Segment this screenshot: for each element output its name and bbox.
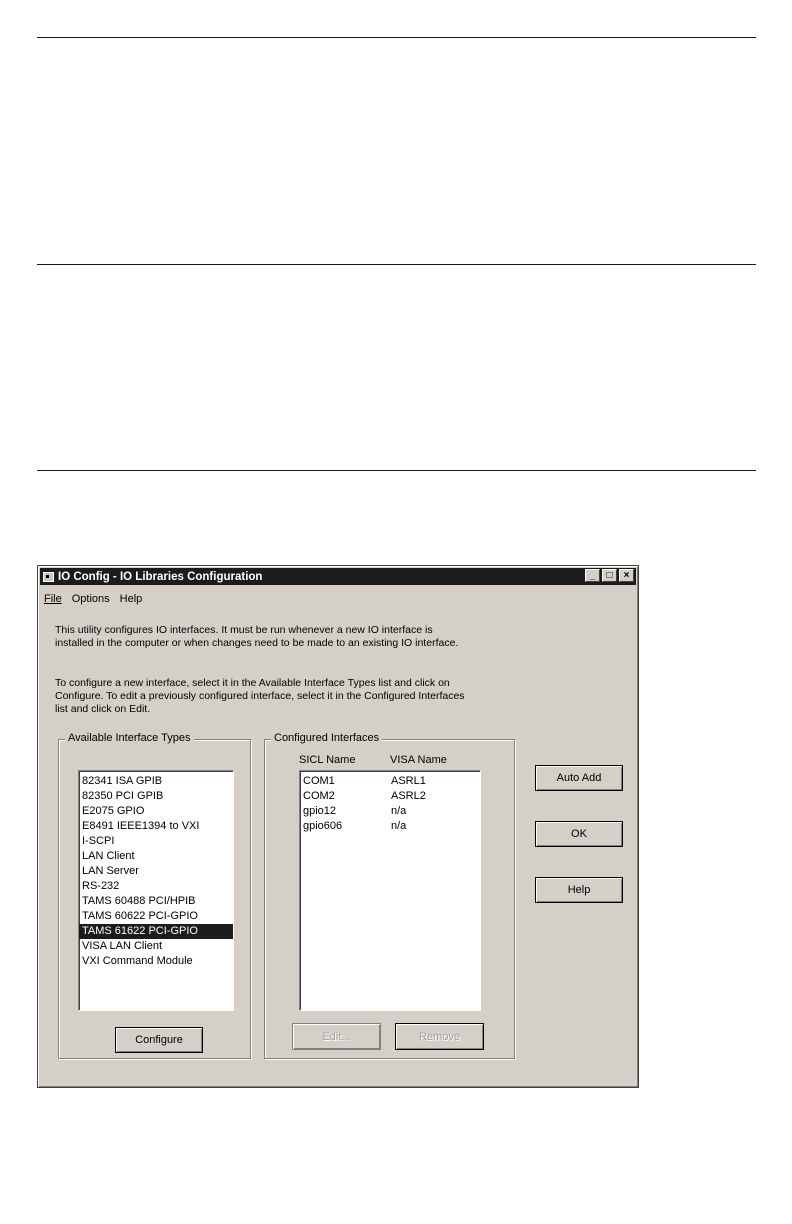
top-rule (37, 37, 756, 38)
instructions-line-3: list and click on Edit. (55, 703, 151, 715)
instructions-line-2: Configure. To edit a previously configured interface, select it in the Configured Interfaces (55, 690, 465, 702)
io-config-window (37, 565, 639, 1088)
instructions-text (55, 677, 555, 716)
sicl-name-header: SICL Name (299, 754, 356, 766)
visa-name-header: VISA Name (390, 754, 447, 766)
configured-interfaces-list[interactable] (299, 770, 481, 1011)
minimize-button[interactable]: _ (585, 569, 600, 582)
intro-text (55, 624, 555, 650)
available-interface-item[interactable]: 82350 PCI GPIB (82, 790, 164, 802)
configured-interfaces-label: Configured Interfaces (271, 732, 382, 744)
configured-interfaces-group (264, 732, 515, 1059)
configured-interface-row[interactable] (300, 789, 480, 804)
available-interface-item[interactable]: TAMS 60622 PCI-GPIO (82, 910, 198, 922)
sicl-name-cell: gpio12 (303, 805, 337, 817)
configured-interface-row[interactable] (300, 819, 480, 834)
maximize-button[interactable]: □ (602, 569, 617, 582)
instructions-line-1: To configure a new interface, select it in the Available Interface Types list and click on (55, 677, 450, 689)
middle-rule (37, 264, 756, 265)
visa-name-cell: ASRL1 (391, 775, 426, 787)
window-title: IO Config - IO Libraries Configuration (58, 570, 263, 583)
visa-name-cell: n/a (391, 805, 407, 817)
menu-options[interactable]: Options (71, 593, 110, 605)
available-interface-item[interactable]: VXI Command Module (82, 955, 193, 967)
title-bar[interactable] (40, 568, 636, 585)
available-interface-item[interactable]: E2075 GPIO (82, 805, 145, 817)
available-interface-item[interactable]: RS-232 (82, 880, 120, 892)
help-button[interactable]: Help (535, 877, 623, 903)
available-interfaces-group (58, 732, 251, 1059)
edit-button[interactable]: Edit... (292, 1023, 381, 1050)
available-interface-item[interactable]: TAMS 61622 PCI-GPIO (79, 924, 233, 939)
menu-bar (44, 593, 142, 605)
sicl-name-cell: COM2 (303, 790, 335, 802)
intro-line-1: This utility configures IO interfaces. It must be run whenever a new IO interface is (55, 624, 433, 636)
intro-line-2: installed in the computer or when changes need to be made to an existing IO interface. (55, 637, 459, 649)
available-interface-item[interactable]: LAN Server (82, 865, 139, 877)
available-interfaces-list[interactable] (78, 770, 234, 1011)
configure-button[interactable]: Configure (115, 1027, 203, 1053)
ok-button[interactable]: OK (535, 821, 623, 847)
configured-interface-row[interactable] (300, 804, 480, 819)
menu-file[interactable]: File (44, 593, 62, 605)
visa-name-cell: n/a (391, 820, 407, 832)
close-button[interactable]: × (619, 569, 634, 582)
available-interface-item[interactable]: VISA LAN Client (82, 940, 163, 952)
visa-name-cell: ASRL2 (391, 790, 426, 802)
app-icon[interactable] (43, 572, 54, 582)
auto-add-button[interactable]: Auto Add (535, 765, 623, 791)
sicl-name-cell: gpio606 (303, 820, 343, 832)
available-interface-item[interactable]: 82341 ISA GPIB (82, 775, 163, 787)
sicl-name-cell: COM1 (303, 775, 335, 787)
configured-interface-row[interactable] (300, 774, 480, 789)
available-interface-item[interactable]: I-SCPI (82, 835, 115, 847)
available-interface-item[interactable]: LAN Client (82, 850, 135, 862)
remove-button[interactable]: Remove (395, 1023, 484, 1050)
available-interfaces-label: Available Interface Types (65, 732, 194, 744)
available-interface-item[interactable]: E8491 IEEE1394 to VXI (82, 820, 200, 832)
menu-help[interactable]: Help (119, 593, 143, 605)
lower-rule (37, 470, 756, 471)
available-interface-item[interactable]: TAMS 60488 PCI/HPIB (82, 895, 196, 907)
